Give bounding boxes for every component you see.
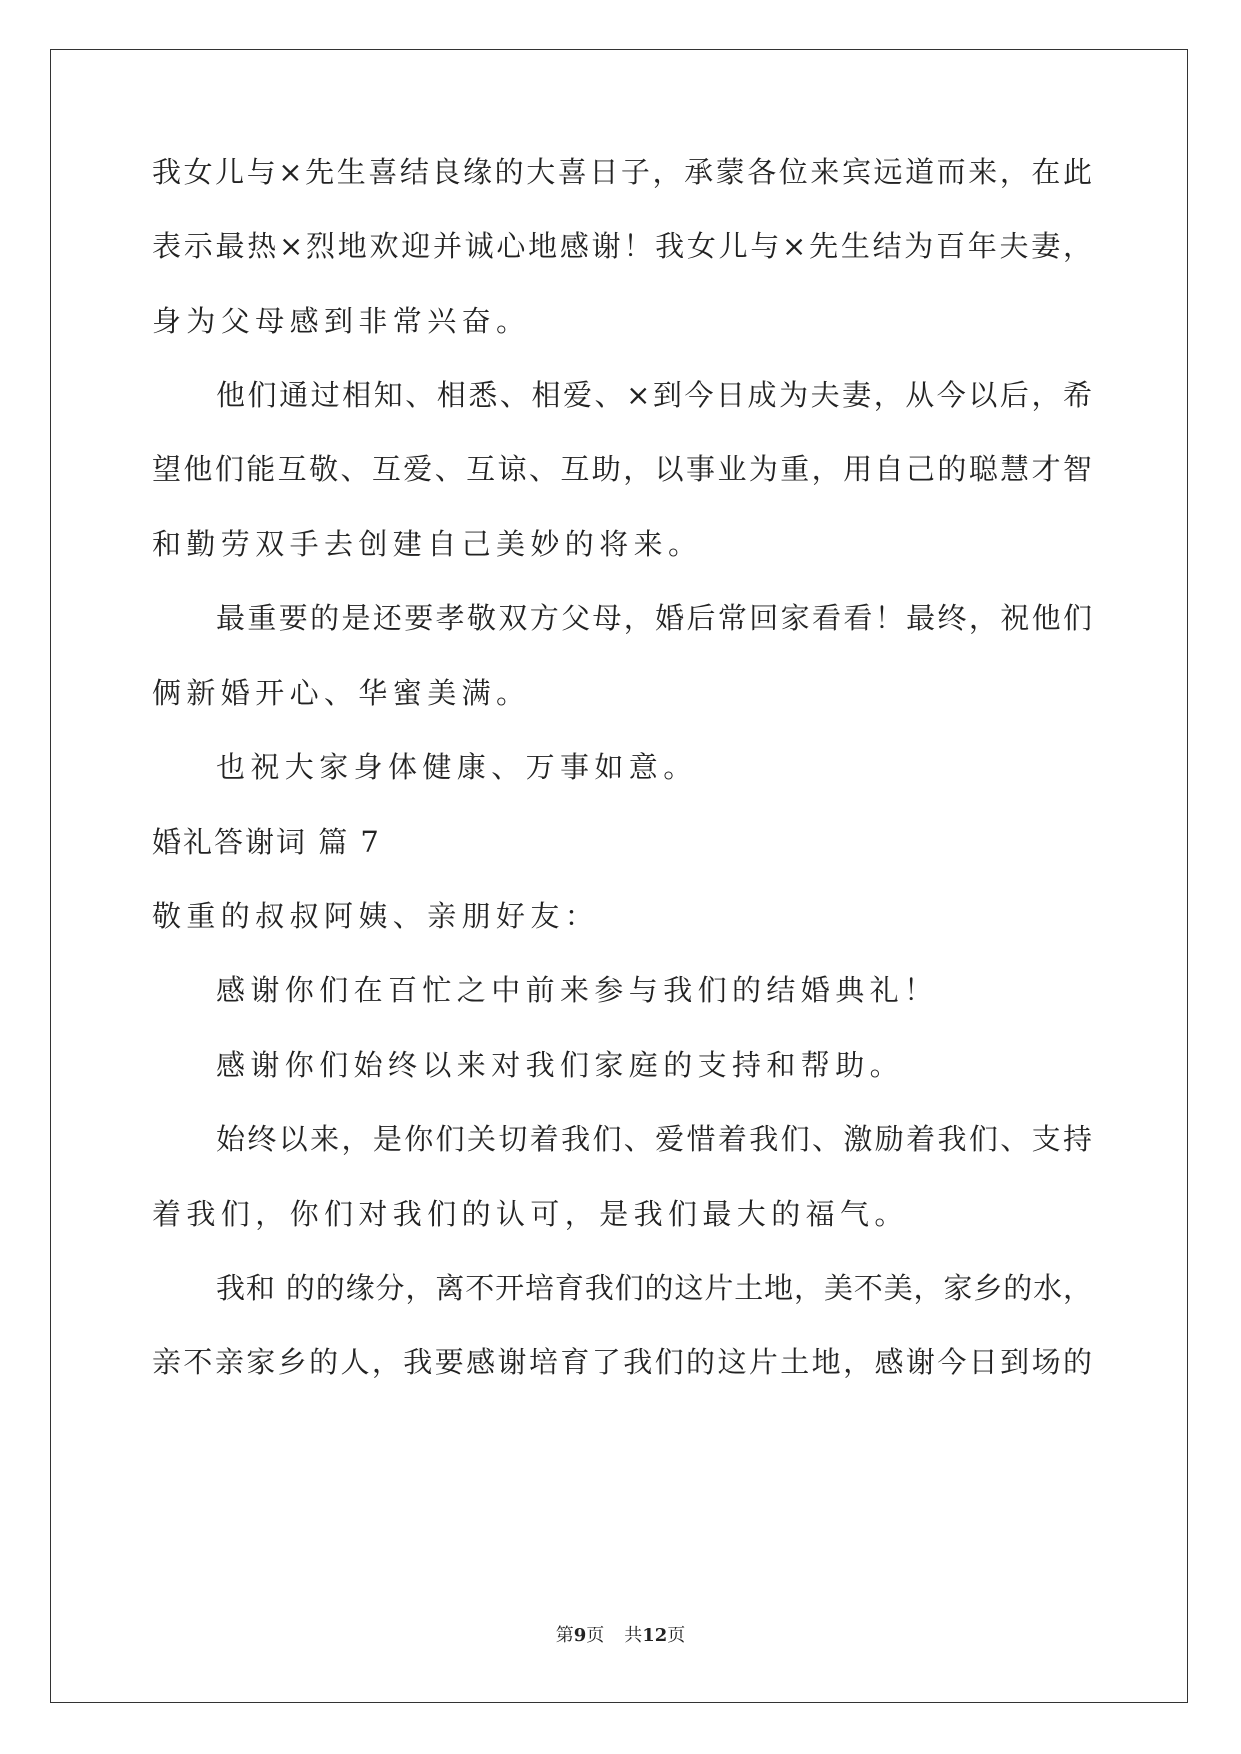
text-line: 始终以来，是你们关切着我们、爱惜着我们、激励着我们、支持 — [216, 1122, 1092, 1156]
page-suffix: 页 — [586, 1625, 605, 1646]
section-heading: 婚礼答谢词 篇 7 — [152, 825, 381, 859]
text-line: 亲不亲家乡的人，我要感谢培育了我们的这片土地，感谢今日到场的 — [152, 1345, 1092, 1379]
salutation: 敬重的叔叔阿姨、亲朋好友： — [152, 899, 600, 933]
current-page-number: 9 — [573, 1625, 587, 1646]
text-line: 也祝大家身体健康、万事如意。 — [216, 750, 698, 784]
total-prefix: 共 — [624, 1625, 643, 1646]
page-prefix: 第 — [555, 1625, 574, 1646]
text-line: 着我们，你们对我们的认可，是我们最大的福气。 — [152, 1197, 909, 1231]
text-line: 最重要的是还要孝敬双方父母，婚后常回家看看！最终，祝他们 — [216, 601, 1092, 635]
text-line: 表示最热×烈地欢迎并诚心地感谢！我女儿与×先生结为百年夫妻， — [152, 229, 1092, 263]
total-pages-number: 12 — [642, 1625, 668, 1646]
text-line: 感谢你们始终以来对我们家庭的支持和帮助。 — [216, 1048, 905, 1082]
text-line: 感谢你们在百忙之中前来参与我们的结婚典礼！ — [216, 973, 939, 1007]
text-line: 他们通过相知、相悉、相爱、×到今日成为夫妻，从今以后，希 — [216, 378, 1092, 412]
page-border — [50, 49, 1188, 1703]
text-line: 和勤劳双手去创建自己美妙的将来。 — [152, 527, 703, 561]
total-suffix: 页 — [667, 1625, 686, 1646]
text-line: 我女儿与×先生喜结良缘的大喜日子，承蒙各位来宾远道而来，在此 — [152, 155, 1092, 189]
text-line: 俩新婚开心、华蜜美满。 — [152, 676, 531, 710]
page-footer — [0, 1624, 1241, 1648]
text-line: 身为父母感到非常兴奋。 — [152, 304, 531, 338]
text-line: 望他们能互敬、互爱、互谅、互助，以事业为重，用自己的聪慧才智 — [152, 452, 1092, 486]
text-line: 我和 的的缘分，离不开培育我们的这片土地，美不美，家乡的水， — [216, 1271, 1092, 1305]
